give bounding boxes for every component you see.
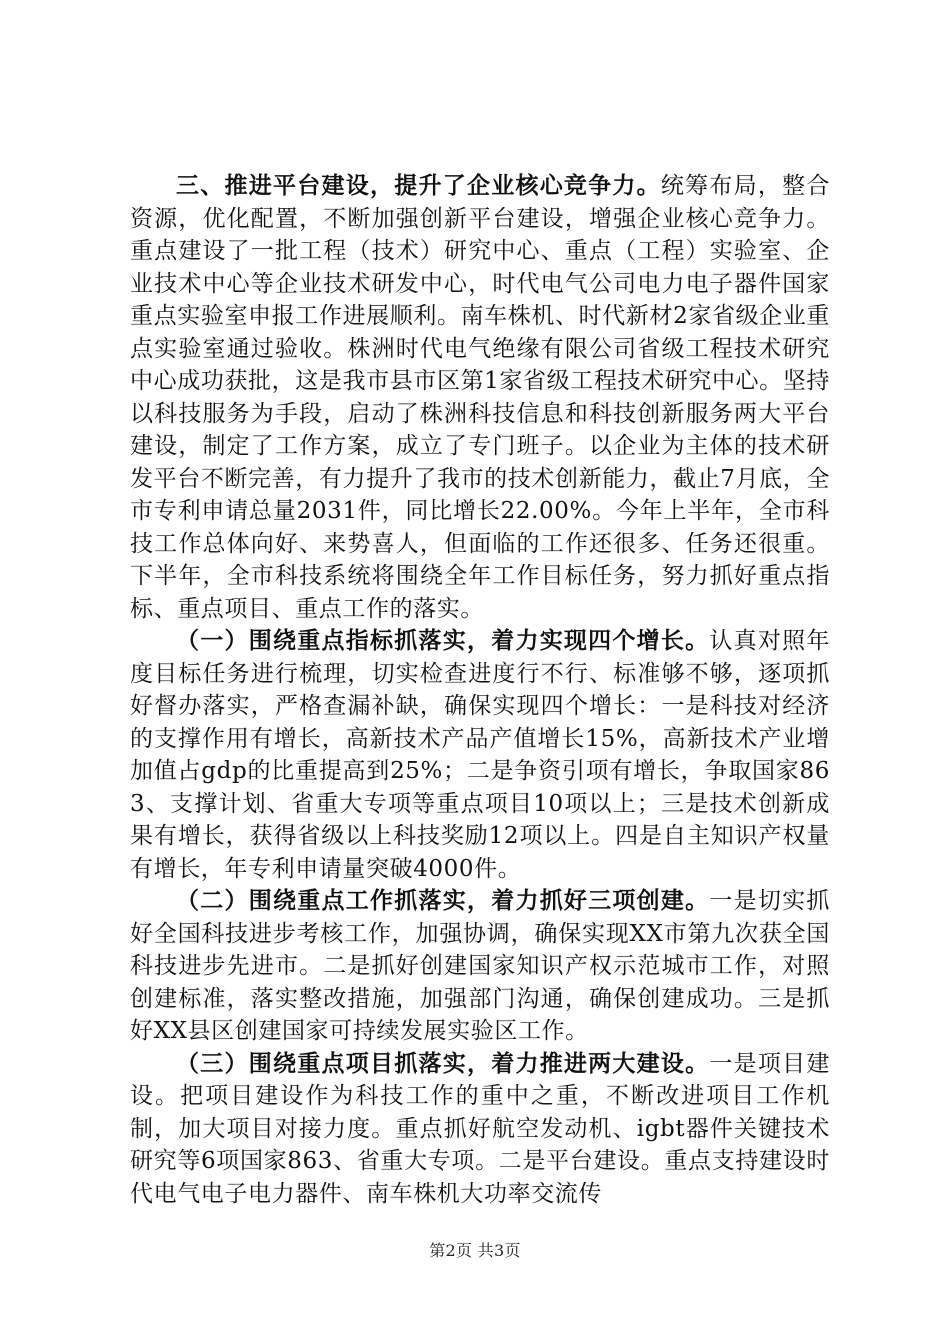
page-footer: 第2页 共3页 xyxy=(429,1241,521,1260)
paragraph-key-work xyxy=(130,885,830,1048)
paragraph-text: 一是项目建设。把项目建设作为科技工作的重中之重，不断改进项目工作机制，加大项目对接力度。重点抓好航空发动机、igbt器件关键技术研究等6项国家863、省重大专项。二是平台建设。重点支持建设时代电气电子电力器件、南车株机大功率交流传 xyxy=(130,1050,831,1207)
paragraph-platform-building xyxy=(130,170,830,625)
paragraph-text: 统筹布局，整合资源，优化配置，不断加强创新平台建设，增强企业核心竞争力。重点建设了一批工程（技术）研究中心、重点（工程）实验室、企业技术中心等企业技术研发中心，时代电气公司电力电子器件国家重点实验室申报工作进展顺利。南车株机、时代新材2家省级企业重点实验室通过验收。株洲时代电气绝缘有限公司省级工程技术研究中心成功获批，这是我市县市区第1家省级工程技术研究中心。坚持以科技服务为手段，启动了株洲科技信息和科技创新服务两大平台建设，制定了工作方案，成立了专门班子。以企业为主体的技术研发平台不断完善，有力提升了我市的技术创新能力，截止7月底，全市专利申请总量2031件，同比增长22.00%。今年上半年，全市科技工作总体向好、来势喜人，但面临的工作还很多、任务还很重。下半年，全市科技系统将围绕全年工作目标任务，努力抓好重点指标、重点项目、重点工作的落实。 xyxy=(130,173,830,622)
paragraph-key-projects xyxy=(130,1048,830,1211)
paragraph-heading: （二）围绕重点工作抓落实，着力抓好三项创建。 xyxy=(176,887,710,914)
paragraph-heading: （一）围绕重点指标抓落实，着力实现四个增长。 xyxy=(176,627,710,654)
paragraph-text: 认真对照年度目标任务进行梳理，切实检查进度行不行、标准够不够，逐项抓好督办落实，严格查漏补缺，确保实现四个增长：一是科技对经济的支撑作用有增长，高新技术产品产值增长15%，高新技术产业增加值占gdp的比重提高到25%；二是争资引项有增长，争取国家863、支撑计划、省重大专项等重点项目10项以上；三是技术创新成果有增长，获得省级以上科技奖励12项以上。四是自主知识产权量有增长，年专利申请量突破4000件。 xyxy=(130,628,831,882)
paragraph-heading: （三）围绕重点项目抓落实，着力推进两大建设。 xyxy=(176,1049,710,1077)
paragraph-text: 一是切实抓好全国科技进步考核工作，加强协调，确保实现XX市第九次获全国科技进步先进市。二是抓好创建国家知识产权示范城市工作，对照创建标准，落实整改措施，加强部门沟通，确保创建成功。三是抓好XX县区创建国家可持续发展实验区工作。 xyxy=(130,888,831,1044)
document-body xyxy=(130,170,830,1210)
paragraph-key-indicators xyxy=(130,625,830,885)
paragraph-heading: 三、推进平台建设，提升了企业核心竞争力。 xyxy=(176,172,661,199)
